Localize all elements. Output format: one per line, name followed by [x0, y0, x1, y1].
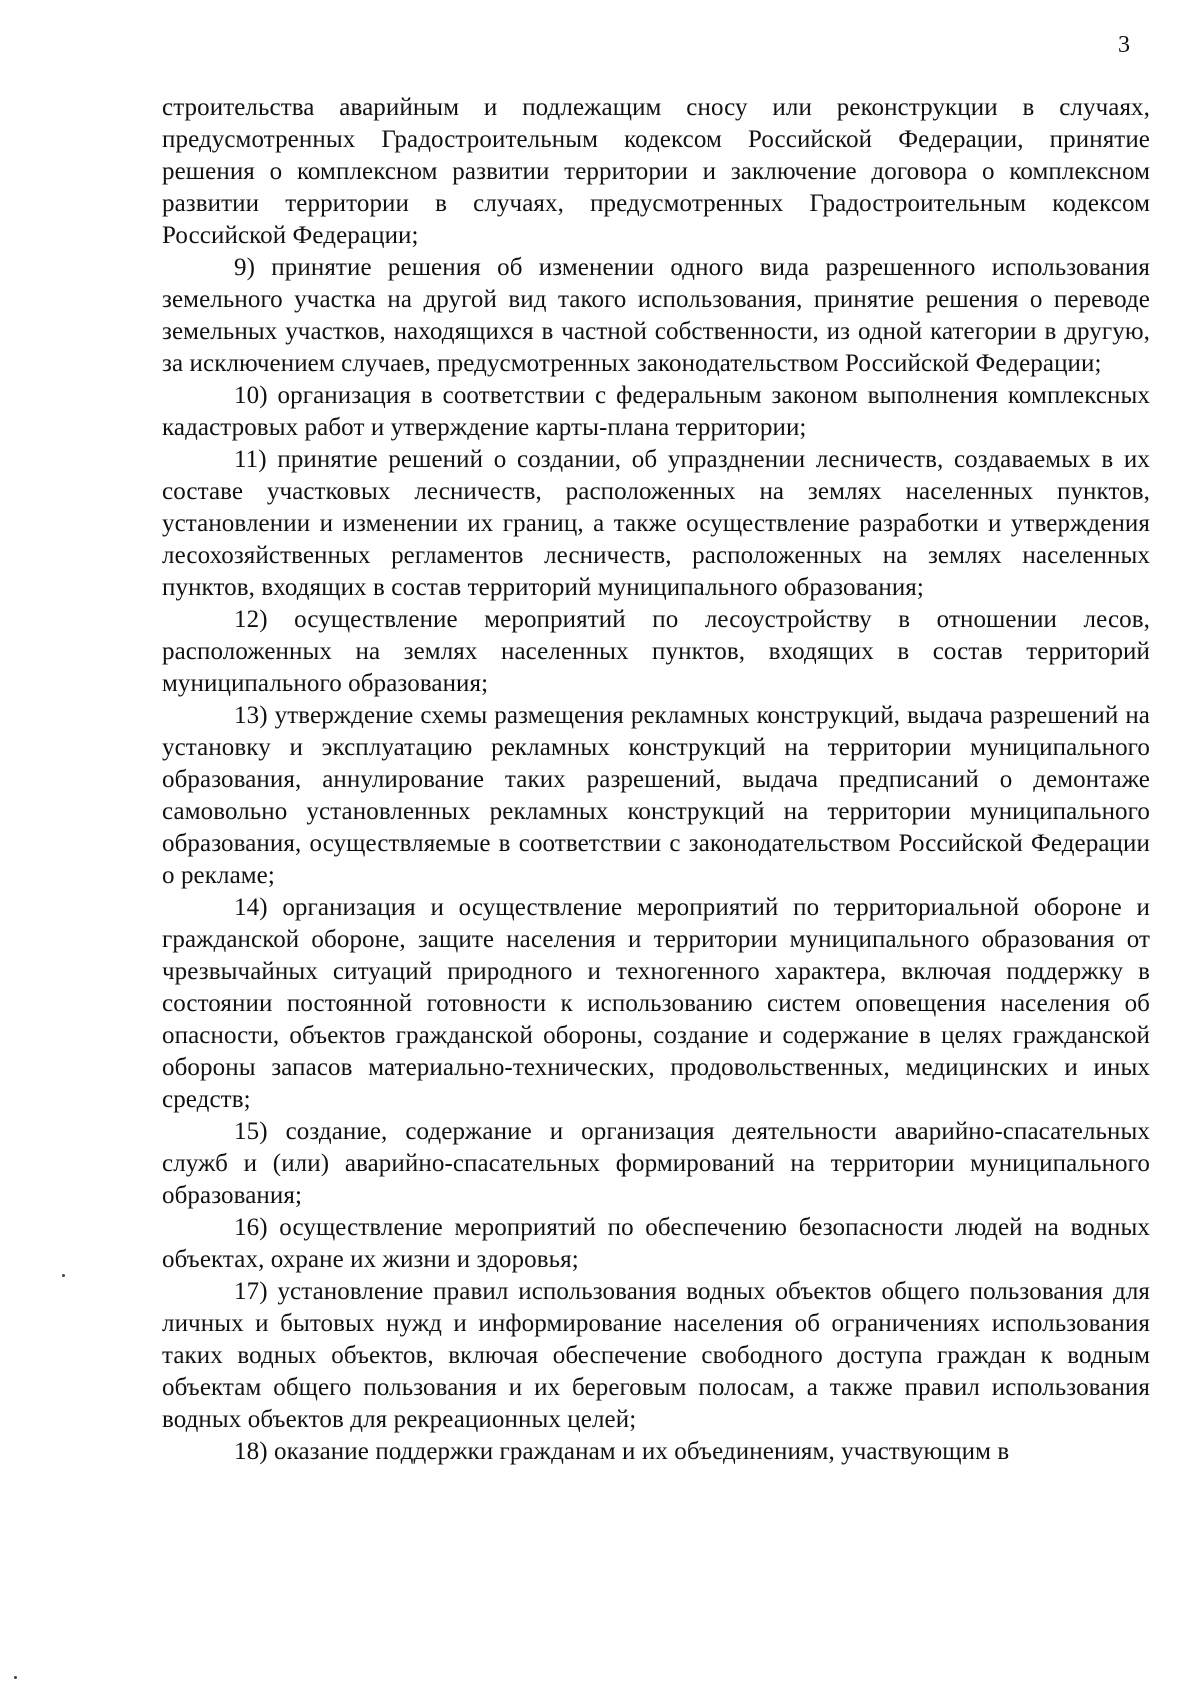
page-number: 3 [1118, 32, 1130, 58]
paragraph-item-13: 13) утверждение схемы размещения рекламных конструкций, выдача разрешений на установку и эксплуатацию рекламных конструкций на территории муниципального образования, аннулирование таких разрешений, выдача предписаний о демонтаже самовольно установленных рекламных конструкций на территории муниципального образования, осуществляемые в соответствии с законодательством Российской Федерации о рекламе; [162, 702, 1150, 889]
scan-speck [14, 1676, 17, 1679]
paragraph-item-10: 10) организация в соответствии с федеральным законом выполнения комплексных кадастровых работ и утверждение карты-плана территории; [162, 382, 1150, 441]
paragraph-item-16: 16) осуществление мероприятий по обеспечению безопасности людей на водных объектах, охране их жизни и здоровья; [162, 1214, 1150, 1273]
paragraph-item-17: 17) установление правил использования водных объектов общего пользования для личных и бытовых нужд и информирование населения об ограничениях использования таких водных объектов, включая обеспечение свободного доступа граждан к водным объектам общего пользования и их береговым полосам, а также правил использования водных объектов для рекреационных целей; [162, 1278, 1150, 1433]
document-body [162, 92, 1150, 1468]
paragraph-item-11: 11) принятие решений о создании, об упразднении лесничеств, создаваемых в их составе участковых лесничеств, расположенных на землях населенных пунктов, установлении и изменении их границ, а также осуществление разработки и утверждения лесохозяйственных регламентов лесничеств, расположенных на землях населенных пунктов, входящих в состав территорий муниципального образования; [162, 446, 1150, 601]
paragraph-item-9: 9) принятие решения об изменении одного вида разрешенного использования земельного участка на другой вид такого использования, принятие решения о переводе земельных участков, находящихся в частной собственности, из одной категории в другую, за исключением случаев, предусмотренных законодательством Российской Федерации; [162, 254, 1150, 377]
paragraph-item-14: 14) организация и осуществление мероприятий по территориальной обороне и гражданской обороне, защите населения и территории муниципального образования от чрезвычайных ситуаций природного и техногенного характера, включая поддержку в состоянии постоянной готовности к использованию систем оповещения населения об опасности, объектов гражданской обороны, создание и содержание в целях гражданской обороны запасов материально-технических, продовольственных, медицинских и иных средств; [162, 894, 1150, 1113]
paragraph-item-15: 15) создание, содержание и организация деятельности аварийно-спасательных служб и (или) аварийно-спасательных формирований на территории муниципального образования; [162, 1118, 1150, 1209]
paragraph-item-12: 12) осуществление мероприятий по лесоустройству в отношении лесов, расположенных на землях населенных пунктов, входящих в состав территорий муниципального образования; [162, 606, 1150, 697]
paragraph-continuation: строительства аварийным и подлежащим сносу или реконструкции в случаях, предусмотренных Градостроительным кодексом Российской Федерации, принятие решения о комплексном развитии территории и заключение договора о комплексном развитии территории в случаях, предусмотренных Градостроительным кодексом Российской Федерации; [162, 94, 1150, 249]
scan-speck [62, 1274, 65, 1277]
paragraph-item-18: 18) оказание поддержки гражданам и их объединениям, участвующим в [234, 1438, 1010, 1465]
